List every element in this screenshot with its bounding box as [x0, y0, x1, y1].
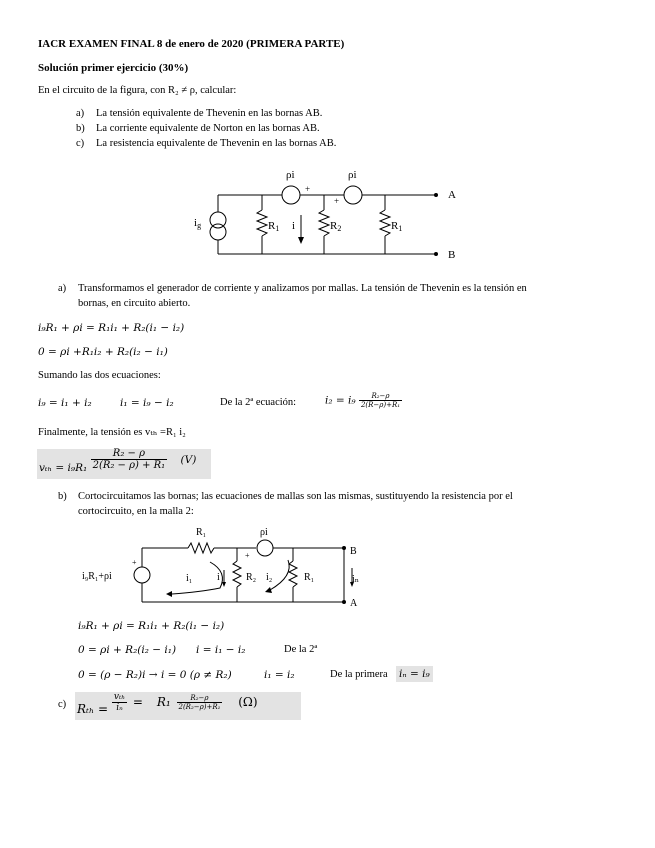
section-subtitle: Solución primer ejercicio (30%) [38, 62, 189, 74]
part-a-text-line1: Transformamos el generador de corriente y analizamos por mallas. La tensión de Thevenin es la tensión en [78, 283, 527, 294]
part-c-label: c) [58, 699, 67, 710]
part-a-eq1: i₉R₁ + ρi = R₁i₁ + R₂(i₁ − i₂) [38, 322, 185, 334]
r1-label: R₁ [304, 572, 315, 583]
part-a-eq3a: i₉ = i₁ + i₂ [38, 397, 92, 409]
part-b-eq2b: i = i₁ − i₂ [196, 644, 246, 656]
part-b-eq2-label: De la 2ª [284, 644, 318, 655]
part-a-eq2: 0 = ρi +R₁i₂ + R₂(i₂ − i₁) [38, 346, 168, 358]
i1-label: i₁ [186, 573, 193, 584]
part-a-label: a) [58, 283, 67, 294]
task-label-b: b) [76, 123, 85, 134]
i-label: i [217, 572, 220, 583]
current-i-label: i [292, 220, 296, 232]
vth-unit: (V) [180, 453, 197, 466]
rth-unit: (Ω) [238, 695, 258, 709]
in-label: iₙ [352, 574, 360, 585]
dep-source-label-1: ρi [286, 169, 295, 181]
intro-text: En el circuito de la figura, con R₂ ≠ ρ, calcular: [38, 85, 237, 96]
vth-numerator: R₂ − ρ [91, 448, 168, 460]
part-a-text-line2: bornas, en circuito abierto. [78, 298, 191, 309]
eq3c-numerator: R₂−ρ [359, 392, 402, 401]
part-a-eq3b: i₁ = i₉ − i₂ [120, 397, 174, 409]
norton-result: iₙ = i₉ [396, 666, 433, 682]
vth-result-box: vₜₕ = i₉R₁ $\frac{\text{R₂ − ρ}}{\text{2(R₂ − ρ) + R₁}}$ (V) [37, 449, 211, 479]
circuit-diagram-1 [180, 160, 480, 270]
terminal-a: A [448, 189, 456, 201]
part-b-eq1: i₉R₁ + ρi = R₁i₁ + R₂(i₁ − i₂) [78, 620, 225, 632]
part-b-eq2: 0 = ρi + R₂(i₂ − i₁) [78, 644, 177, 656]
part-b-eq3b: i₁ = i₂ [264, 669, 295, 681]
dep-plus: + [245, 551, 250, 560]
part-b-eq3-label: De la primera [330, 669, 388, 680]
page-title: IACR EXAMEN FINAL 8 de enero de 2020 (PRIMERA PARTE) [38, 38, 345, 50]
task-text-a: La tensión equivalente de Thevenin en las bornas AB. [96, 108, 323, 119]
r2-label: R2 [330, 220, 342, 233]
r2-label: R₂ [246, 572, 257, 583]
src-label: i₉R₁+ρi [82, 571, 112, 582]
terminal-b: B [350, 546, 357, 557]
rth-result-box: Rₜₕ = $\frac{\text{vₜₕ}}{\text{iₙ}}$ = R₁ $\frac{\text{R₂−ρ}}{\text{2(R₂−ρ)+R₁}}$ (Ω) [75, 692, 301, 720]
part-b-text-line2: cortocircuito, en la malla 2: [78, 506, 194, 517]
task-text-b: La corriente equivalente de Norton en las bornas AB. [96, 123, 320, 134]
part-b-eq3: 0 = (ρ − R₂)i → i = 0 (ρ ≠ R₂) [78, 669, 232, 681]
task-label-a: a) [76, 108, 85, 119]
part-a-eq3c: i₂ = i₉ $\frac{\text{R₂−ρ}}{\text{2(R−ρ)+R₁}}$ [325, 392, 401, 409]
terminal-a: A [350, 598, 358, 609]
terminal-b: B [448, 249, 456, 261]
vth-denominator: 2(R₂ − ρ) + R₁ [92, 460, 166, 471]
circuit-diagram-2 [80, 520, 380, 612]
task-label-c: c) [76, 138, 85, 149]
r-top-label: R₁ [196, 527, 207, 538]
i2-label: i₂ [266, 572, 273, 583]
rth-frac-numerator: vₜₕ [113, 692, 126, 702]
rth-frac-denominator: iₙ [116, 703, 123, 713]
r1-right-label: R1 [391, 220, 403, 233]
ig-label: ig [194, 217, 202, 230]
r1-label: R1 [268, 220, 280, 233]
part-b-text-line1: Cortocircuitamos las bornas; las ecuaciones de mallas son las mismas, sustituyendo la resistencia por el [78, 491, 513, 502]
part-a-final-text: Finalmente, la tensión es vₜₕ =R₁ i₂ [38, 427, 186, 438]
dep-source-label-2: ρi [348, 169, 357, 181]
plus-sign-1: + [305, 184, 311, 194]
eq3c-denominator: 2(R−ρ)+R₁ [360, 401, 401, 409]
rth-numerator: R₂−ρ [177, 694, 223, 703]
part-a-sum-text: Sumando las dos ecuaciones: [38, 370, 161, 381]
task-text-c: La resistencia equivalente de Thevenin en las bornas AB. [96, 138, 337, 149]
dep-label: ρi [260, 527, 268, 538]
rth-denominator: 2(R₂−ρ)+R₁ [178, 703, 221, 711]
part-a-eq3-label: De la 2ª ecuación: [220, 397, 297, 408]
part-b-label: b) [58, 491, 67, 502]
plus-sign-2: + [334, 196, 340, 206]
src-plus: + [132, 558, 137, 567]
